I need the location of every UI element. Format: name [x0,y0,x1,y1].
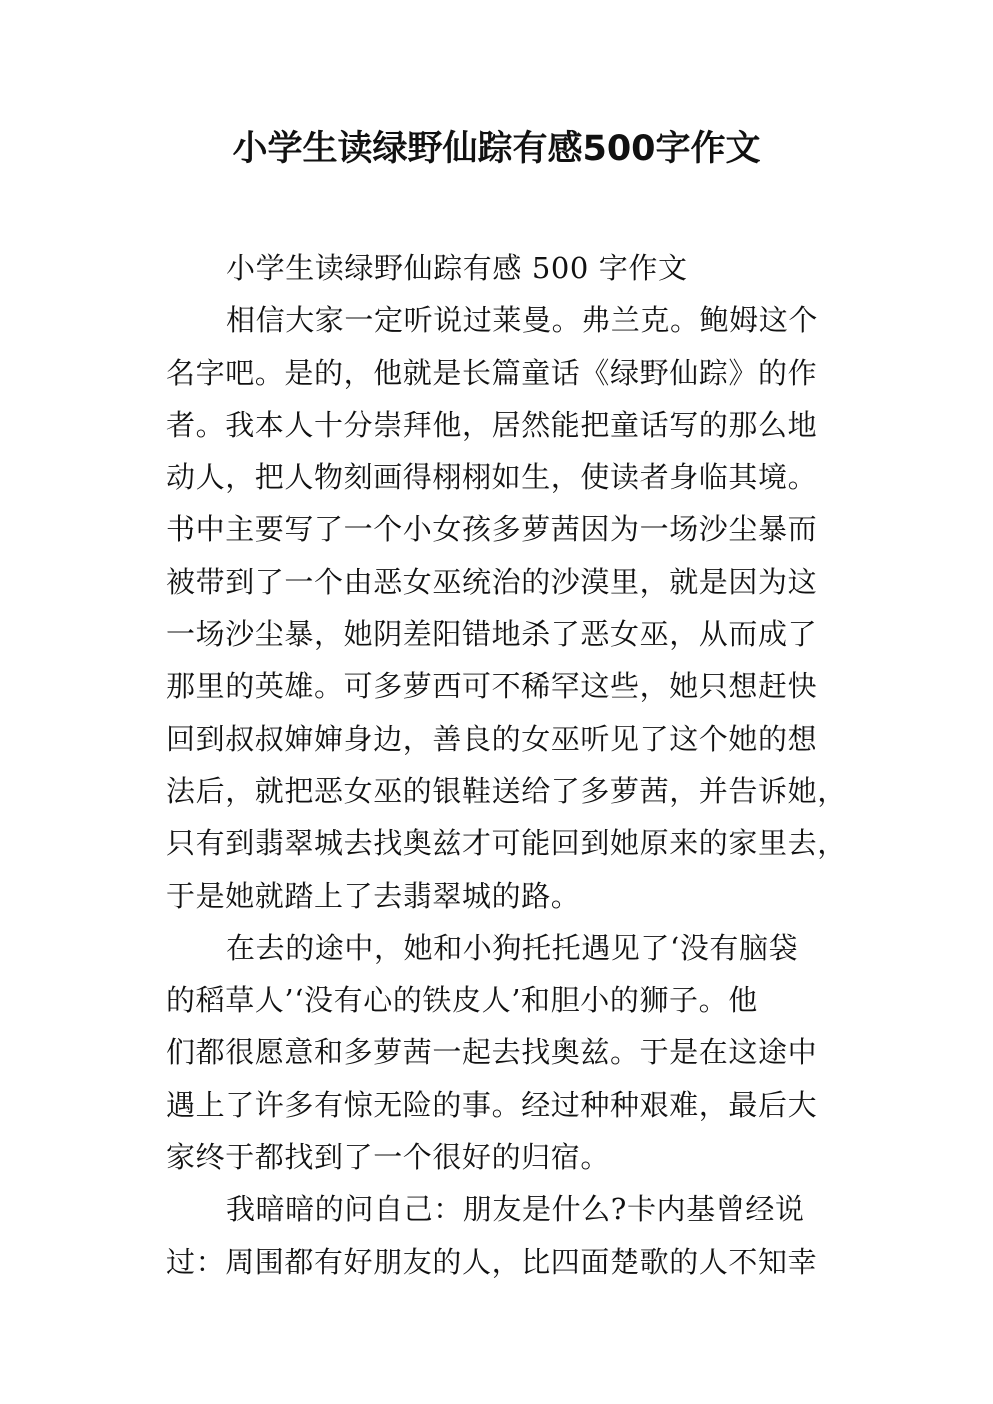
document-title: 小学生读绿野仙踪有感500字作文 [232,129,761,169]
text-line: 一场沙尘暴，她阴差阳错地杀了恶女巫，从而成了 [166,617,818,652]
text-line: 法后，就把恶女巫的银鞋送给了多萝茜，并告诉她， [166,773,847,808]
text-line: 的稻草人’‘没有心的铁皮人’和胆小的狮子。他 [166,983,758,1018]
text-line: 动人，把人物刻画得栩栩如生，使读者身临其境。 [166,460,818,495]
text-line: 者。我本人十分崇拜他，居然能把童话写的那么地 [166,407,818,442]
text-line: 那里的英雄。可多萝西可不稀罕这些，她只想赶快 [166,669,818,704]
text-line: 于是她就踏上了去翡翠城的路。 [166,878,581,913]
text-line: 遇上了许多有惊无险的事。经过种种艰难，最后大 [166,1087,818,1122]
text-line: 过：周围都有好朋友的人，比四面楚歌的人不知幸 [166,1244,818,1279]
text-line: 书中主要写了一个小女孩多萝茜因为一场沙尘暴而 [166,512,818,547]
text-line: 家终于都找到了一个很好的归宿。 [166,1140,611,1175]
text-line: 回到叔叔婶婶身边，善良的女巫听见了这个她的想 [166,721,818,756]
text-line: 在去的途中，她和小狗托托遇见了‘没有脑袋 [226,930,799,965]
text-line: 名字吧。是的，他就是长篇童话《绿野仙踪》的作 [166,355,818,390]
text-line: 只有到翡翠城去找奥兹才可能回到她原来的家里去， [166,826,847,861]
text-line: 被带到了一个由恶女巫统治的沙漠里，就是因为这 [166,564,818,599]
text-line: 们都很愿意和多萝茜一起去找奥兹。于是在这途中 [166,1035,818,1070]
text-line: 我暗暗的问自己：朋友是什么?卡内基曾经说 [226,1192,805,1227]
text-line: 相信大家一定听说过莱曼。弗兰克。鲍姆这个 [226,303,819,338]
document-body [166,242,846,1288]
text-line: 小学生读绿野仙踪有感 500 字作文 [226,251,688,285]
